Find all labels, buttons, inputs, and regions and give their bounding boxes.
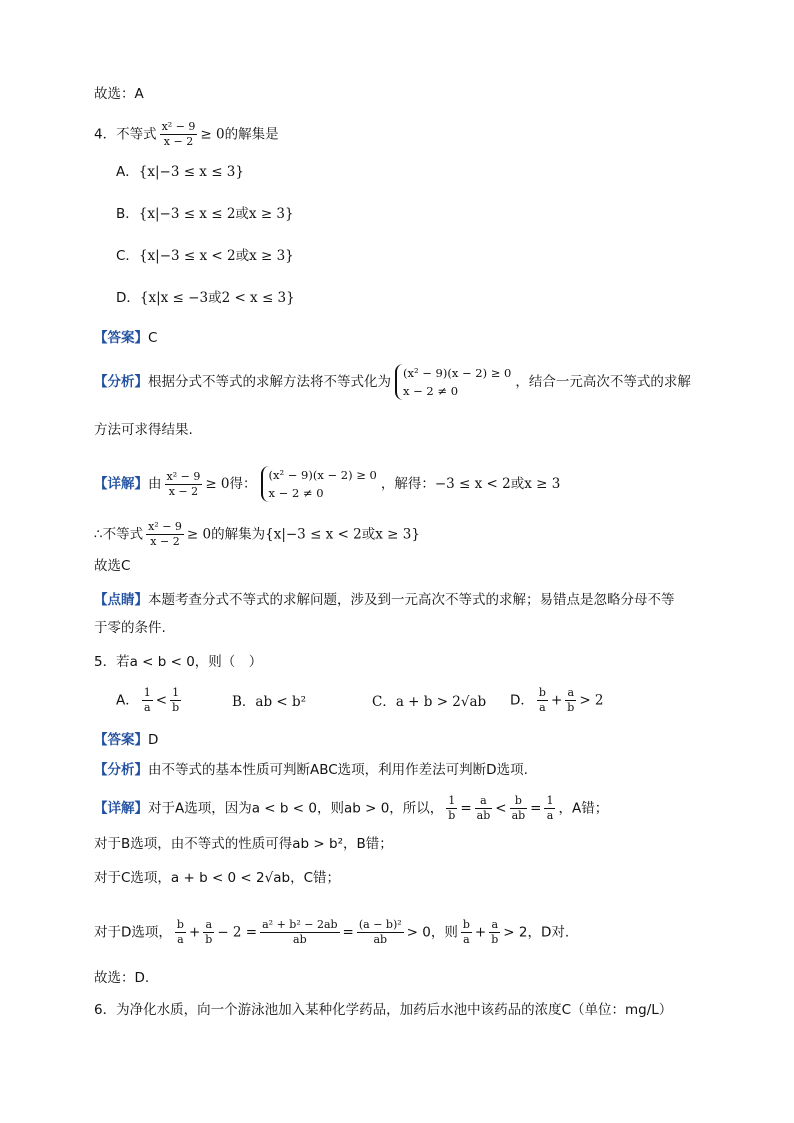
q5-choose: 故选：D. bbox=[94, 970, 150, 986]
frac-num: a bbox=[203, 918, 214, 933]
q4-detail-fraction bbox=[165, 470, 203, 499]
q6-stem: 6．为净化水质，向一个游泳池加入某种化学药品，加药后水池中该药品的浓度C（单位：mg/L） bbox=[94, 1002, 673, 1018]
operator: < bbox=[155, 692, 168, 709]
conclusion-post: 的解集为{x|−3 ≤ x < 2或x ≥ 3} bbox=[211, 526, 420, 543]
frac-num: a bbox=[565, 686, 576, 701]
frac-num: b bbox=[510, 794, 528, 809]
frac-den: x − 2 bbox=[150, 535, 180, 548]
q5-analysis bbox=[94, 760, 528, 780]
detail-a-pre: 对于A选项，因为a < b < 0，则ab > 0，所以， bbox=[148, 800, 444, 817]
q4-choose: 故选C bbox=[94, 558, 131, 574]
q4-comment bbox=[94, 590, 675, 610]
fraction bbox=[175, 918, 186, 947]
detail-a-post: ，A错； bbox=[558, 800, 609, 817]
fraction bbox=[565, 686, 576, 715]
q5-detail-b: 对于B选项，由不等式的性质可得ab > b²，B错； bbox=[94, 836, 393, 852]
frac-num: x² − 9 bbox=[166, 469, 201, 483]
detail-mid: 得： bbox=[229, 476, 257, 492]
operator: < bbox=[495, 800, 507, 817]
operator: − 2 = bbox=[217, 924, 258, 941]
q5-option-d bbox=[510, 686, 604, 715]
q5-option-c: C．a + b > 2√ab bbox=[372, 694, 487, 710]
fraction bbox=[142, 686, 153, 715]
option-label: C． bbox=[116, 248, 139, 264]
q4-number: 4． bbox=[94, 126, 117, 143]
frac-num: a bbox=[475, 794, 493, 809]
fraction bbox=[544, 794, 555, 823]
fraction bbox=[203, 918, 214, 947]
detail-tag: 【详解】 bbox=[94, 476, 148, 492]
comment-tag: 【点睛】 bbox=[94, 592, 148, 608]
frac-den: a bbox=[143, 701, 151, 714]
analysis-pre: 根据分式不等式的求解方法将不等式化为 bbox=[148, 374, 391, 390]
ge0: ≥ 0 bbox=[205, 476, 230, 492]
frac-den: a bbox=[546, 809, 554, 822]
option-label: B． bbox=[116, 206, 139, 222]
q4-frac-num: x² − 9 bbox=[161, 120, 196, 133]
fraction bbox=[446, 794, 457, 823]
q4-conclusion bbox=[94, 520, 420, 549]
option-label: D． bbox=[510, 692, 534, 709]
conclusion-pre: ∴不等式 bbox=[94, 526, 144, 543]
q3-choose: 故选：A bbox=[94, 86, 144, 102]
fraction bbox=[537, 686, 548, 715]
system-line-2: x − 2 ≠ 0 bbox=[403, 384, 459, 398]
option-label: A． bbox=[116, 692, 139, 709]
q4-stem-post: 的解集是 bbox=[224, 126, 279, 143]
operator: + bbox=[474, 924, 487, 941]
frac-den: b bbox=[205, 933, 213, 946]
option-text: {x|−3 ≤ x < 2或x ≥ 3} bbox=[138, 248, 294, 264]
q5-detail-d bbox=[94, 918, 569, 947]
q5-detail-a bbox=[94, 794, 608, 823]
answer-tag: 【答案】 bbox=[94, 732, 148, 748]
frac-num: x² − 9 bbox=[148, 520, 182, 533]
operator: = bbox=[530, 800, 542, 817]
q4-answer bbox=[94, 328, 157, 348]
frac-num: b bbox=[176, 918, 184, 931]
q4-conclusion-fraction bbox=[146, 520, 184, 549]
frac-num: 1 bbox=[170, 686, 181, 701]
q4-option-a bbox=[116, 162, 244, 182]
frac-num: 1 bbox=[446, 794, 457, 809]
q4-detail bbox=[94, 466, 560, 502]
answer-value: C bbox=[148, 330, 158, 346]
option-text: {x|−3 ≤ x ≤ 2或x ≥ 3} bbox=[138, 206, 294, 222]
detail-post: ，解得：−3 ≤ x < 2或x ≥ 3 bbox=[380, 476, 561, 492]
detail-pre: 由 bbox=[148, 476, 162, 492]
q4-stem-pre: 不等式 bbox=[116, 126, 157, 143]
comment-line-1: 本题考查分式不等式的求解问题，涉及到一元高次不等式的求解；易错点是忽略分母不等 bbox=[148, 592, 675, 608]
frac-den: a bbox=[463, 933, 470, 946]
frac-num: 1 bbox=[143, 686, 151, 699]
analysis-tag: 【分析】 bbox=[94, 374, 148, 390]
q4-option-d bbox=[116, 288, 295, 308]
option-text: {x|−3 ≤ x ≤ 3} bbox=[138, 164, 244, 180]
frac-num: b bbox=[538, 686, 546, 699]
q5-option-b: B．ab < b² bbox=[232, 694, 307, 710]
frac-den: b bbox=[448, 809, 456, 822]
operator: > 2 bbox=[579, 692, 604, 709]
operator: = bbox=[460, 800, 472, 817]
frac-den: b bbox=[567, 701, 575, 714]
system-line-1: (x² − 9)(x − 2) ≥ 0 bbox=[403, 366, 512, 380]
q4-analysis-system bbox=[395, 364, 511, 400]
fraction bbox=[260, 918, 339, 947]
q5-option-a bbox=[116, 686, 184, 715]
frac-num: (a − b)² bbox=[358, 918, 402, 931]
analysis-text: 由不等式的基本性质可判断ABC选项，利用作差法可判断D选项. bbox=[148, 762, 528, 778]
fraction bbox=[489, 918, 500, 947]
q4-analysis bbox=[94, 364, 691, 400]
frac-den: ab bbox=[476, 809, 491, 822]
frac-num: a² + b² − 2ab bbox=[262, 918, 338, 931]
analysis-post: ，结合一元高次不等式的求解 bbox=[515, 374, 691, 390]
frac-den: ab bbox=[511, 809, 526, 822]
q5-detail-c: 对于C选项，a + b < 0 < 2√ab，C错； bbox=[94, 870, 340, 886]
detail-d-pre: 对于D选项， bbox=[94, 924, 172, 941]
frac-den: b bbox=[172, 701, 180, 714]
detail-tag: 【详解】 bbox=[94, 800, 148, 817]
q4-option-b bbox=[116, 204, 294, 224]
fraction bbox=[510, 794, 528, 823]
q4-frac-den: x − 2 bbox=[163, 135, 194, 148]
q4-fraction bbox=[160, 120, 198, 149]
fraction bbox=[357, 918, 404, 947]
fraction bbox=[461, 918, 472, 947]
option-label: A． bbox=[116, 164, 139, 180]
ge0: ≥ 0 bbox=[186, 526, 212, 543]
system-line-1: (x² − 9)(x − 2) ≥ 0 bbox=[268, 468, 377, 482]
answer-tag: 【答案】 bbox=[94, 330, 148, 346]
q4-comment-line2: 于零的条件. bbox=[94, 620, 166, 636]
q4-detail-system bbox=[261, 466, 377, 502]
q4-analysis-line2: 方法可求得结果. bbox=[94, 422, 193, 438]
frac-den: a bbox=[177, 933, 184, 946]
frac-den: x − 2 bbox=[168, 484, 199, 498]
option-text: {x|x ≤ −3或2 < x ≤ 3} bbox=[139, 290, 295, 306]
q5-stem: 5．若a < b < 0，则（ ） bbox=[94, 654, 263, 670]
q4-stem bbox=[94, 120, 279, 149]
frac-num: 1 bbox=[546, 794, 554, 807]
frac-den: b bbox=[491, 933, 499, 946]
option-label: D． bbox=[116, 290, 140, 306]
operator: + bbox=[188, 924, 201, 941]
frac-den: a bbox=[539, 701, 546, 714]
q4-ge0: ≥ 0 bbox=[200, 126, 225, 143]
detail-d-post: > 2，D对. bbox=[503, 924, 570, 941]
analysis-tag: 【分析】 bbox=[94, 762, 148, 778]
frac-den: ab bbox=[373, 933, 388, 946]
answer-value: D bbox=[148, 732, 159, 748]
fraction bbox=[475, 794, 493, 823]
operator: + bbox=[550, 692, 563, 709]
q5-answer bbox=[94, 730, 158, 750]
fraction bbox=[170, 686, 181, 715]
system-line-2: x − 2 ≠ 0 bbox=[268, 486, 324, 500]
frac-num: a bbox=[489, 918, 500, 933]
q4-option-c bbox=[116, 246, 294, 266]
operator: > 0，则 bbox=[406, 924, 458, 941]
operator: = bbox=[342, 924, 354, 941]
frac-num: b bbox=[462, 918, 470, 931]
frac-den: ab bbox=[293, 933, 307, 946]
